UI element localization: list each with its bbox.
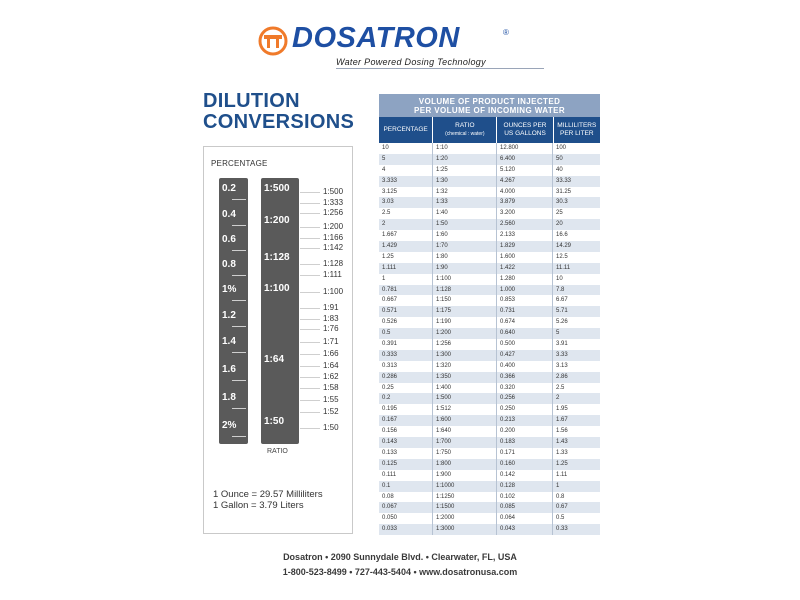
page-title-line2: CONVERSIONS	[203, 111, 355, 133]
table-title-line2: PER VOLUME OF INCOMING WATER	[413, 106, 566, 115]
table-row	[379, 165, 600, 176]
header-ounces-label: OUNCES PER	[503, 122, 547, 129]
table-row	[379, 459, 600, 470]
ratio-tick	[300, 329, 320, 330]
cell-ratio: 1:600	[433, 415, 497, 426]
percentage-value: 1.6	[222, 364, 236, 375]
table-row	[379, 187, 600, 198]
ratio-tick	[300, 275, 320, 276]
ratio-tick	[300, 238, 320, 239]
cell-milliliters: 10	[556, 275, 563, 282]
tagline-divider	[336, 68, 544, 69]
cell-percentage: 0.067	[379, 502, 433, 513]
ratio-tick	[300, 213, 320, 214]
cell-ratio: 1:25	[433, 165, 497, 176]
cell-ounces: 0.674	[497, 317, 553, 328]
cell-ounces: 0.128	[497, 481, 553, 492]
table-row	[379, 361, 600, 372]
cell-milliliters: 33.33	[556, 177, 572, 184]
cell-percentage: 0.5	[379, 328, 433, 339]
cell-milliliters: 31.25	[556, 188, 572, 195]
cell-ratio: 1:60	[433, 230, 497, 241]
gallon-conversion: 1 Gallon = 3.79 Liters	[213, 500, 304, 511]
ratio-tick	[300, 319, 320, 320]
cell-percentage: 1.111	[379, 263, 433, 274]
cell-milliliters: 1.95	[556, 406, 568, 413]
brand-tagline: Water Powered Dosing Technology	[336, 57, 486, 67]
table-row	[379, 339, 600, 350]
cell-ratio: 1:150	[433, 295, 497, 306]
ratio-scale-value: 1:100	[323, 287, 344, 296]
cell-ounces: 2.560	[497, 219, 553, 230]
table-row	[379, 208, 600, 219]
cell-ounces: 0.427	[497, 350, 553, 361]
cell-ounces: 2.133	[497, 230, 553, 241]
cell-ounces: 0.043	[497, 524, 553, 535]
cell-milliliters: 20	[556, 221, 563, 228]
header-ounces	[497, 117, 553, 143]
cell-milliliters: 1.56	[556, 428, 568, 435]
ratio-bar-value: 1:128	[264, 252, 290, 263]
conversion-table	[379, 94, 600, 535]
table-row	[379, 328, 600, 339]
footer-address: Dosatron • 2090 Sunnydale Blvd. • Clearwater, FL, USA	[283, 552, 517, 562]
cell-milliliters: 12.5	[556, 253, 568, 260]
table-title	[379, 94, 600, 117]
table-row	[379, 524, 600, 535]
percentage-value: 1.2	[222, 310, 236, 321]
header-percentage-label: PERCENTAGE	[383, 126, 428, 133]
percentage-tick	[232, 250, 246, 251]
percentage-value: 1%	[222, 284, 237, 295]
cell-percentage: 0.571	[379, 306, 433, 317]
cell-ratio: 1:20	[433, 154, 497, 165]
cell-percentage: 0.195	[379, 404, 433, 415]
cell-percentage: 1	[379, 274, 433, 285]
cell-milliliters: 1.43	[556, 439, 568, 446]
cell-milliliters: 5.71	[556, 308, 568, 315]
cell-ratio: 1:350	[433, 372, 497, 383]
table-row	[379, 470, 600, 481]
cell-ounces: 4.000	[497, 187, 553, 198]
cell-ratio: 1:400	[433, 383, 497, 394]
cell-milliliters: 3.13	[556, 362, 568, 369]
registered-mark: ®	[503, 28, 509, 37]
table-row	[379, 426, 600, 437]
cell-milliliters: 11.11	[556, 264, 571, 271]
cell-ratio: 1:200	[433, 328, 497, 339]
ratio-scale-value: 1:52	[323, 407, 339, 416]
cell-ounces: 1.422	[497, 263, 553, 274]
cell-ratio: 1:256	[433, 339, 497, 350]
cell-ounces: 12.800	[497, 143, 553, 154]
percentage-tick	[232, 225, 246, 226]
cell-percentage: 0.25	[379, 383, 433, 394]
ratio-scale-value: 1:64	[323, 361, 339, 370]
table-row	[379, 513, 600, 524]
table-row	[379, 154, 600, 165]
cell-ounces: 1.600	[497, 252, 553, 263]
ratio-bar-value: 1:200	[264, 215, 290, 226]
cell-ratio: 1:90	[433, 263, 497, 274]
cell-percentage: 0.781	[379, 285, 433, 296]
header-ratio	[433, 117, 497, 143]
cell-percentage: 0.033	[379, 524, 433, 535]
ratio-tick	[300, 366, 320, 367]
cell-ratio: 1:50	[433, 219, 497, 230]
cell-percentage: 0.111	[379, 470, 433, 481]
cell-ratio: 1:750	[433, 448, 497, 459]
ratio-scale-value: 1:76	[323, 324, 339, 333]
cell-percentage: 0.313	[379, 361, 433, 372]
cell-ratio: 1:175	[433, 306, 497, 317]
ratio-tick	[300, 227, 320, 228]
cell-percentage: 0.391	[379, 339, 433, 350]
cell-ratio: 1:190	[433, 317, 497, 328]
ratio-tick	[300, 292, 320, 293]
header-ounces-sub: US GALLONS	[504, 130, 546, 137]
percentage-value: 0.6	[222, 234, 236, 245]
ratio-tick	[300, 354, 320, 355]
table-row	[379, 317, 600, 328]
ratio-tick	[300, 400, 320, 401]
table-body	[379, 143, 600, 535]
cell-ratio: 1:100	[433, 274, 497, 285]
cell-ratio: 1:500	[433, 393, 497, 404]
cell-ounces: 0.400	[497, 361, 553, 372]
cell-ounces: 3.879	[497, 197, 553, 208]
cell-ratio: 1:80	[433, 252, 497, 263]
cell-milliliters: 14.29	[556, 243, 572, 250]
cell-milliliters: 50	[556, 155, 563, 162]
ratio-tick	[300, 203, 320, 204]
cell-ratio: 1:320	[433, 361, 497, 372]
cell-percentage: 0.125	[379, 459, 433, 470]
cell-milliliters: 1.25	[556, 460, 568, 467]
cell-ounces: 0.366	[497, 372, 553, 383]
table-row	[379, 502, 600, 513]
percentage-tick	[232, 352, 246, 353]
cell-percentage: 0.333	[379, 350, 433, 361]
cell-ounces: 0.853	[497, 295, 553, 306]
cell-milliliters: 1.67	[556, 417, 568, 424]
table-row	[379, 415, 600, 426]
cell-milliliters: 40	[556, 166, 563, 173]
cell-milliliters: 5.26	[556, 319, 568, 326]
cell-ratio: 1:33	[433, 197, 497, 208]
table-row	[379, 143, 600, 154]
cell-ratio: 1:512	[433, 404, 497, 415]
ratio-tick	[300, 248, 320, 249]
table-row	[379, 437, 600, 448]
percentage-value: 1.8	[222, 392, 236, 403]
cell-ratio: 1:800	[433, 459, 497, 470]
ratio-scale-value: 1:166	[323, 233, 344, 242]
cell-milliliters: 30.3	[556, 199, 568, 206]
percentage-value: 0.2	[222, 183, 236, 194]
cell-ratio: 1:2000	[433, 513, 497, 524]
cell-ratio: 1:1000	[433, 481, 497, 492]
table-row	[379, 263, 600, 274]
ratio-tick	[300, 412, 320, 413]
cell-milliliters: 0.67	[556, 504, 568, 511]
header-ratio-sub: (chemical : water)	[445, 131, 485, 137]
cell-percentage: 3.125	[379, 187, 433, 198]
cell-ratio: 1:3000	[433, 524, 497, 535]
table-row	[379, 219, 600, 230]
ratio-scale-value: 1:111	[323, 270, 342, 279]
cell-percentage: 4	[379, 165, 433, 176]
table-title-line1: VOLUME OF PRODUCT INJECTED	[418, 97, 561, 106]
cell-ratio: 1:10	[433, 143, 497, 154]
cell-ounces: 1.829	[497, 241, 553, 252]
percentage-tick	[232, 408, 246, 409]
ratio-scale-value: 1:50	[323, 423, 339, 432]
cell-milliliters: 7.8	[556, 286, 565, 293]
cell-ratio: 1:40	[433, 208, 497, 219]
table-row	[379, 492, 600, 503]
table-row	[379, 176, 600, 187]
cell-ounces: 0.183	[497, 437, 553, 448]
cell-ounces: 1.000	[497, 285, 553, 296]
table-row	[379, 383, 600, 394]
percentage-value: 0.8	[222, 259, 236, 270]
cell-milliliters: 2.86	[556, 373, 568, 380]
cell-percentage: 0.143	[379, 437, 433, 448]
footer-contact: 1-800-523-8499 • 727-443-5404 • www.dosatronusa.com	[282, 567, 518, 577]
cell-percentage: 3.333	[379, 176, 433, 187]
cell-ratio: 1:30	[433, 176, 497, 187]
ratio-bar-value: 1:500	[264, 183, 290, 194]
dosatron-logo-icon	[258, 26, 288, 56]
table-row	[379, 197, 600, 208]
cell-ounces: 0.213	[497, 415, 553, 426]
ratio-tick	[300, 377, 320, 378]
cell-percentage: 3.03	[379, 197, 433, 208]
cell-ounces: 0.085	[497, 502, 553, 513]
header-milliliters-sub: PER LITER	[560, 130, 594, 137]
percentage-tick	[232, 275, 246, 276]
cell-percentage: 0.133	[379, 448, 433, 459]
ratio-scale-value: 1:200	[323, 222, 344, 231]
cell-percentage: 0.167	[379, 415, 433, 426]
percentage-tick	[232, 436, 246, 437]
header-milliliters-label: MILLILITERS	[557, 122, 597, 129]
cell-percentage: 0.050	[379, 513, 433, 524]
cell-ounces: 0.200	[497, 426, 553, 437]
table-row	[379, 285, 600, 296]
ratio-tick	[300, 192, 320, 193]
table-row	[379, 252, 600, 263]
cell-ratio: 1:700	[433, 437, 497, 448]
ratio-tick	[300, 342, 320, 343]
cell-percentage: 0.156	[379, 426, 433, 437]
percentage-tick	[232, 326, 246, 327]
cell-percentage: 0.286	[379, 372, 433, 383]
ratio-scale-value: 1:128	[323, 259, 344, 268]
percentage-tick	[232, 300, 246, 301]
percentage-value: 2%	[222, 420, 237, 431]
percentage-tick	[232, 199, 246, 200]
cell-milliliters: 6.67	[556, 297, 568, 304]
cell-ounces: 0.731	[497, 306, 553, 317]
table-row	[379, 372, 600, 383]
cell-milliliters: 0.8	[556, 493, 565, 500]
cell-percentage: 0.2	[379, 393, 433, 404]
cell-ratio: 1:32	[433, 187, 497, 198]
percentage-label: PERCENTAGE	[211, 159, 268, 168]
table-header	[379, 117, 600, 143]
ratio-tick	[300, 264, 320, 265]
ratio-scale-value: 1:500	[323, 187, 344, 196]
cell-milliliters: 100	[556, 145, 567, 151]
cell-percentage: 10	[379, 143, 433, 154]
ratio-scale-value: 1:333	[323, 198, 344, 207]
table-row	[379, 448, 600, 459]
cell-percentage: 2	[379, 219, 433, 230]
cell-ounces: 0.320	[497, 383, 553, 394]
table-row	[379, 404, 600, 415]
table-row	[379, 350, 600, 361]
cell-ratio: 1:300	[433, 350, 497, 361]
cell-ounces: 0.102	[497, 492, 553, 503]
table-row	[379, 274, 600, 285]
percentage-value: 0.4	[222, 209, 236, 220]
cell-ratio: 1:900	[433, 470, 497, 481]
ratio-scale-value: 1:71	[323, 337, 339, 346]
cell-percentage: 2.5	[379, 208, 433, 219]
ratio-tick	[300, 428, 320, 429]
header-ratio-label: RATIO	[455, 122, 475, 129]
cell-ratio: 1:640	[433, 426, 497, 437]
cell-milliliters: 0.33	[556, 526, 568, 533]
cell-ounces: 0.256	[497, 393, 553, 404]
ratio-scale-value: 1:55	[323, 395, 339, 404]
ratio-scale-value: 1:83	[323, 314, 339, 323]
cell-ratio: 1:1250	[433, 492, 497, 503]
ratio-scale-value: 1:62	[323, 372, 339, 381]
cell-ounces: 0.250	[497, 404, 553, 415]
ratio-bar-value: 1:50	[264, 416, 285, 427]
ratio-scale-value: 1:66	[323, 349, 339, 358]
cell-milliliters: 1.11	[556, 471, 568, 478]
table-row	[379, 481, 600, 492]
cell-ounces: 0.160	[497, 459, 553, 470]
cell-percentage: 0.1	[379, 481, 433, 492]
cell-ounces: 0.640	[497, 328, 553, 339]
cell-ounces: 0.142	[497, 470, 553, 481]
cell-percentage: 1.25	[379, 252, 433, 263]
cell-ratio: 1:70	[433, 241, 497, 252]
cell-ratio: 1:128	[433, 285, 497, 296]
table-row	[379, 306, 600, 317]
ratio-tick	[300, 308, 320, 309]
cell-milliliters: 1	[556, 482, 560, 489]
table-row	[379, 241, 600, 252]
ounce-conversion: 1 Ounce = 29.57 Milliliters	[213, 489, 323, 500]
cell-ratio: 1:1500	[433, 502, 497, 513]
cell-milliliters: 3.33	[556, 351, 568, 358]
cell-milliliters: 16.6	[556, 232, 568, 239]
cell-ounces: 1.280	[497, 274, 553, 285]
cell-ounces: 0.500	[497, 339, 553, 350]
brand-name: DOSATRON	[292, 22, 460, 54]
ratio-bar-value: 1:64	[264, 354, 285, 365]
cell-percentage: 0.526	[379, 317, 433, 328]
cell-milliliters: 5	[556, 330, 560, 337]
cell-milliliters: 1.33	[556, 449, 568, 456]
cell-milliliters: 2.5	[556, 384, 565, 391]
ratio-label: RATIO	[267, 448, 288, 455]
ratio-scale-value: 1:256	[323, 208, 344, 217]
table-row	[379, 393, 600, 404]
ratio-scale-value: 1:91	[323, 303, 339, 312]
cell-percentage: 0.08	[379, 492, 433, 503]
cell-percentage: 1.429	[379, 241, 433, 252]
cell-milliliters: 0.5	[556, 515, 565, 522]
cell-percentage: 5	[379, 154, 433, 165]
header-percentage	[379, 117, 433, 143]
ratio-scale-value: 1:58	[323, 383, 339, 392]
cell-milliliters: 25	[556, 210, 563, 217]
percentage-value: 1.4	[222, 336, 236, 347]
percentage-tick	[232, 380, 246, 381]
ratio-bar-value: 1:100	[264, 283, 290, 294]
cell-ounces: 5.120	[497, 165, 553, 176]
cell-percentage: 0.667	[379, 295, 433, 306]
cell-ounces: 0.171	[497, 448, 553, 459]
cell-ounces: 3.200	[497, 208, 553, 219]
page-title-line1: DILUTION	[203, 90, 300, 112]
table-row	[379, 295, 600, 306]
table-row	[379, 230, 600, 241]
cell-milliliters: 2	[556, 395, 560, 402]
cell-ounces: 0.064	[497, 513, 553, 524]
ratio-scale-value: 1:142	[323, 243, 344, 252]
cell-milliliters: 3.91	[556, 341, 568, 348]
header-milliliters	[554, 117, 600, 143]
cell-ounces: 4.267	[497, 176, 553, 187]
ratio-tick	[300, 388, 320, 389]
cell-percentage: 1.667	[379, 230, 433, 241]
cell-ounces: 6.400	[497, 154, 553, 165]
